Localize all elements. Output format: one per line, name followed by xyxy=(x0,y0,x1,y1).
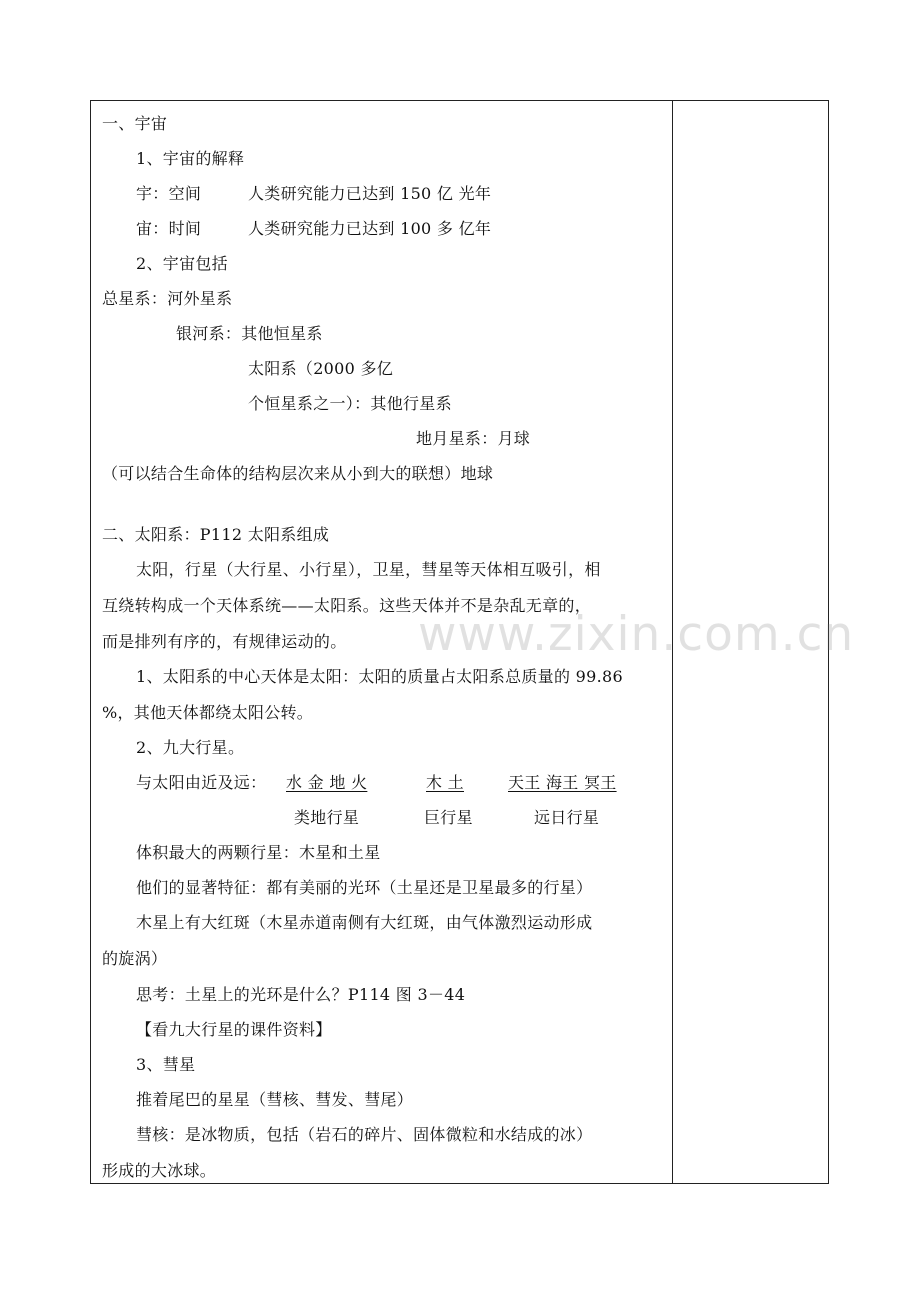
paragraph-line: 的旋涡） xyxy=(102,949,168,968)
subheading-nine-planets: 2、九大行星。 xyxy=(136,738,245,757)
hierarchy-earth-note: （可以结合生命体的结构层次来从小到大的联想）地球 xyxy=(102,464,494,483)
hierarchy-solar-system: 太阳系（2000 多亿 xyxy=(248,359,394,378)
planet-type-giant: 巨行星 xyxy=(424,808,473,827)
watermark: www.zixin.com.cn xyxy=(418,607,855,662)
paragraph-line: 1、太阳系的中心天体是太阳：太阳的质量占太阳系总质量的 99.86 xyxy=(136,667,623,686)
paragraph-line: 体积最大的两颗行星：木星和土星 xyxy=(136,843,381,862)
hierarchy-earth-moon: 地月星系：月球 xyxy=(416,429,531,448)
paragraph-line: 互绕转构成一个天体系统——太阳系。这些天体并不是杂乱无章的， xyxy=(102,596,592,615)
paragraph-line: 木星上有大红斑（木星赤道南侧有大红斑，由气体激烈运动形成 xyxy=(136,913,593,932)
space-description: 人类研究能力已达到 150 亿 光年 xyxy=(248,184,492,203)
hierarchy-solar-system-cont: 个恒星系之一）：其他行星系 xyxy=(248,394,452,413)
subheading-comet: 3、彗星 xyxy=(136,1055,196,1074)
planet-type-outer: 远日行星 xyxy=(534,808,600,827)
paragraph-line: 他们的显著特征：都有美丽的光环（土星还是卫星最多的行星） xyxy=(136,878,593,897)
paragraph-line: %，其他天体都绕太阳公转。 xyxy=(102,703,314,722)
planet-order-label: 与太阳由近及远： xyxy=(136,773,267,792)
planet-type-terrestrial: 类地行星 xyxy=(294,808,360,827)
hierarchy-milky-way: 银河系：其他恒星系 xyxy=(176,324,323,343)
paragraph-line: 形成的大冰球。 xyxy=(102,1161,217,1180)
subheading-contains: 2、宇宙包括 xyxy=(136,254,228,273)
section-heading-universe: 一、宇宙 xyxy=(102,114,168,133)
space-label: 宇：空间 xyxy=(136,184,202,203)
paragraph-line: 彗核：是冰物质，包括（岩石的碎片、固体微粒和水结成的冰） xyxy=(136,1125,593,1144)
planet-group-outer: 天王 海王 冥王 xyxy=(508,773,617,792)
paragraph-line: 太阳，行星（大行星、小行星），卫星，彗星等天体相互吸引，相 xyxy=(136,560,601,579)
hierarchy-total-galaxy: 总星系：河外星系 xyxy=(102,289,233,308)
section-heading-solar-system: 二、太阳系：P112 太阳系组成 xyxy=(102,525,330,544)
time-description: 人类研究能力已达到 100 多 亿年 xyxy=(248,219,492,238)
planet-group-terrestrial: 水 金 地 火 xyxy=(286,773,368,792)
subheading-explanation: 1、宇宙的解释 xyxy=(136,149,245,168)
paragraph-line: 推着尾巴的星星（彗核、彗发、彗尾） xyxy=(136,1090,414,1109)
paragraph-line: 思考：土星上的光环是什么？P114 图 3－44 xyxy=(136,985,466,1004)
paragraph-line: 而是排列有序的，有规律运动的。 xyxy=(102,632,347,651)
time-label: 宙：时间 xyxy=(136,219,202,238)
planet-group-giant: 木 土 xyxy=(426,773,464,792)
paragraph-line: 【看九大行星的课件资料】 xyxy=(136,1020,332,1039)
